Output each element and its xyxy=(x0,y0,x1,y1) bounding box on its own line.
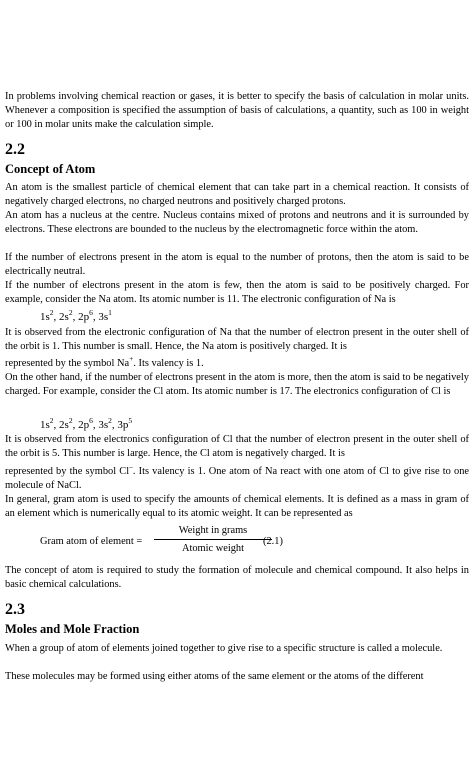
paragraph: When a group of atom of elements joined together to give rise to a specific structure is called a molecule. xyxy=(5,643,443,654)
paragraph: It is observed from the electronics configuration of Cl that the number of electron present in the outer shell of the orbit is 5. This number is large. Hence, the Cl atom is negatively charged. It is xyxy=(5,434,469,460)
paragraph-line: represented by the symbol Na+. Its valency is 1. xyxy=(5,354,204,369)
equation-lhs: Gram atom of element = xyxy=(40,536,143,547)
na-electron-configuration: $1s^2$, $2s^2$, $2p^6$, $3s^1$ xyxy=(40,308,112,323)
paragraph: It is observed from the electronic configuration of Na that the number of electron present in the outer shell of the orbit is 1. This number is small. Hence, the Na atom is positively charged. It is xyxy=(5,327,469,353)
intro-paragraph: In problems involving chemical reaction or gases, it is better to specify the basis of calculation in molar units. Whenever a composition is specified the assumption of basis of calculations, a quantity, such as 100 in weight or 100 in molar units make the calculation simple. xyxy=(5,91,469,131)
section-number: 2.3 xyxy=(5,601,25,618)
paragraph: The concept of atom is required to study the formation of molecule and chemical compound. It also helps in basic chemical calculations. xyxy=(5,565,469,591)
equation-2-1 xyxy=(40,524,340,564)
paragraph: If the number of electrons present in the atom is equal to the number of protons, then the atom is said to be electrically neutral. xyxy=(5,252,469,278)
paragraph: If the number of electrons present in the atom is few, then the atom is said to be positively charged. For example, consider the Na atom. Its atomic number is 11. The electronic configuration of Na is xyxy=(5,280,469,306)
equation-number: (2.1) xyxy=(263,536,283,547)
paragraph: These molecules may be formed using either atoms of the same element or the atoms of the different xyxy=(5,671,424,682)
section-title: Concept of Atom xyxy=(5,162,96,176)
paragraph: On the other hand, if the number of electrons present in the atom is more, then the atom is said to be negatively charged. For example, consider the Cl atom. Its atomic number is 17. The electronics configuration of Cl is xyxy=(5,372,469,398)
cl-electron-configuration: $1s^2$, $2s^2$, $2p^6$, $3s^2$, $3p^5$ xyxy=(40,416,133,431)
equation-numerator: Weight in grams xyxy=(154,524,272,540)
section-number: 2.2 xyxy=(5,141,25,158)
paragraph: represented by the symbol Cl–. Its valency is 1. One atom of Na react with one atom of Cl to give rise to one molecule of NaCl. xyxy=(5,462,470,492)
paragraph: In general, gram atom is used to specify the amounts of chemical elements. It is defined as a mass in gram of an element which is numerically equal to its atomic weight. It can be represented as xyxy=(5,494,469,520)
paragraph: An atom has a nucleus at the centre. Nucleus contains mixed of protons and neutrons and it is surrounded by electrons. These electrons are bounded to the nucleus by the electromagnetic force within the atom. xyxy=(5,210,469,236)
equation-denominator: Atomic weight xyxy=(181,543,245,554)
equation-fraction xyxy=(154,524,272,555)
section-title: Moles and Mole Fraction xyxy=(5,622,140,636)
paragraph: An atom is the smallest particle of chemical element that can take part in a chemical reaction. It consists of negatively charged electrons, no charged neutrons and positively charged protons. xyxy=(5,182,469,208)
